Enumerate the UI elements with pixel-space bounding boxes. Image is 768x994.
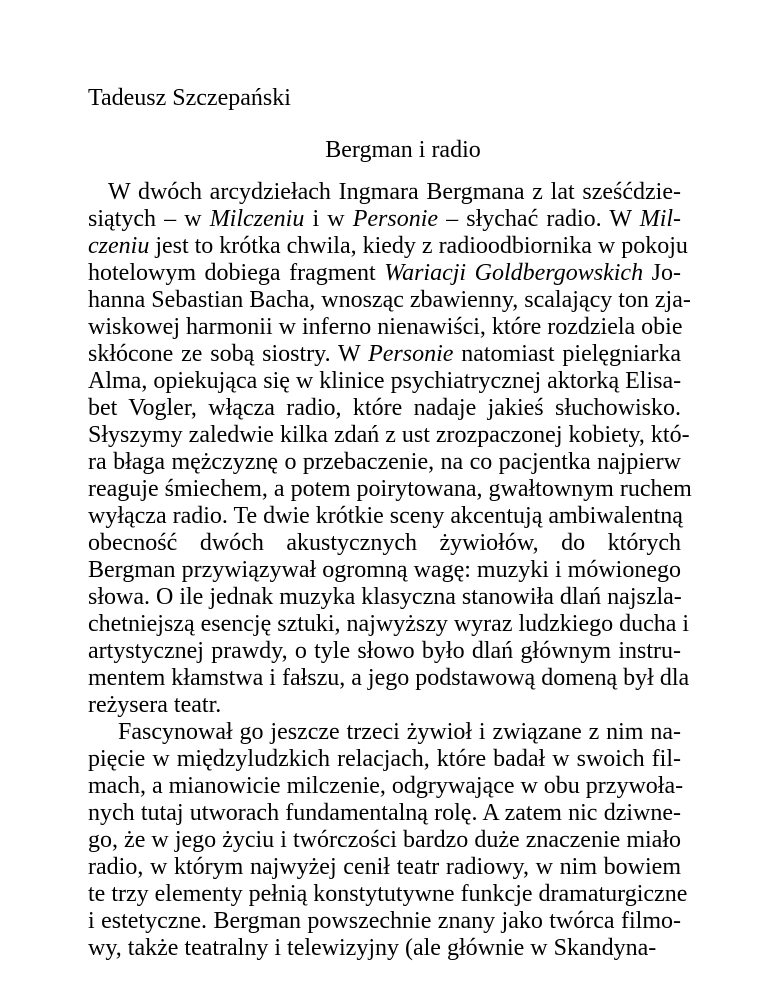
text-line: Alma, opiekująca się w klinice psychiatrycznej aktorką Elisa- xyxy=(88,368,682,394)
text-line: chetniejszą esencję sztuki, najwyższy wyraz ludzkiego ducha i xyxy=(88,611,690,637)
text-line: Bergman przywiązywał ogromną wagę: muzyki i mówionego xyxy=(88,557,681,583)
paragraph-2 xyxy=(88,719,688,962)
text-line: hanna Sebastian Bacha, wnosząc zbawienny, scalający ton zja- xyxy=(88,287,691,313)
text-line: reżysera teatr. xyxy=(88,692,222,718)
text-line: Fascynował go jeszcze trzeci żywioł i związane z nim na- xyxy=(118,719,681,745)
text-line: pięcie w międzyludzkich relacjach, które badał w swoich fil- xyxy=(88,746,681,772)
text-line: te trzy elementy pełnią konstytutywne funkcje dramaturgiczne xyxy=(88,881,688,907)
text-line: mach, a mianowicie milczenie, odgrywające w obu przywoła- xyxy=(88,773,684,799)
italic-title: Mil- xyxy=(639,206,682,232)
text-line: skłócone ze sobą siostry. W Personie natomiast pielęgniarka xyxy=(88,341,682,367)
italic-title: Personie xyxy=(352,206,439,232)
text-line: mentem kłamstwa i fałszu, a jego podstawową domeną był dla xyxy=(88,665,690,691)
text-line: słowa. O ile jednak muzyka klasyczna stanowiła dlań najszla- xyxy=(88,584,682,610)
text-line: wy, także teatralny i telewizyjny (ale głównie w Skandyna- xyxy=(88,935,657,961)
text-line: czeniu jest to krótka chwila, kiedy z radioodbiornika w pokoju xyxy=(88,233,688,259)
text-line: obecność dwóch akustycznych żywiołów, do których xyxy=(88,530,681,556)
italic-title: czeniu xyxy=(88,233,150,259)
text-line: i estetyczne. Bergman powszechnie znany jako twórca filmo- xyxy=(88,908,681,934)
paragraph-1 xyxy=(88,179,692,719)
text-line: wyłącza radio. Te dwie krótkie sceny akcentują ambiwalentną xyxy=(88,503,683,529)
text-line: hotelowym dobiega fragment Wariacji Goldbergowskich Jo- xyxy=(88,260,681,286)
text-line: wiskowej harmonii w inferno nienawiści, które rozdziela obie xyxy=(88,314,683,340)
text-line: go, że w jego życiu i twórczości bardzo duże znaczenie miało xyxy=(88,827,681,853)
author-name: Tadeusz Szczepański xyxy=(88,85,291,111)
italic-title: Milczeniu xyxy=(209,206,305,232)
text-line: radio, w którym najwyżej cenił teatr radiowy, w nim bowiem xyxy=(88,854,681,880)
italic-title: Personie xyxy=(368,341,454,367)
text-line: bet Vogler, włącza radio, które nadaje jakieś słuchowisko. xyxy=(88,395,681,421)
article-title: Bergman i radio xyxy=(325,137,481,163)
text-line: ra błaga mężczyznę o przebaczenie, na co pacjentka najpierw xyxy=(88,449,681,475)
text-line: nych tutaj utworach fundamentalną rolę. A zatem nic dziwne- xyxy=(88,800,681,826)
italic-title: Wariacji Goldbergowskich xyxy=(384,260,644,286)
text-line: reaguje śmiechem, a potem poirytowana, gwałtownym ruchem xyxy=(88,476,692,502)
text-line: siątych – w Milczeniu i w Personie – słychać radio. W Mil- xyxy=(88,206,682,232)
text-line: Słyszymy zaledwie kilka zdań z ust zrozpaczonej kobiety, któ- xyxy=(88,422,690,448)
text-line: W dwóch arcydziełach Ingmara Bergmana z lat sześćdzie- xyxy=(108,179,681,205)
article-body xyxy=(88,179,692,962)
text-line: artystycznej prawdy, o tyle słowo było dlań głównym instru- xyxy=(88,638,681,664)
